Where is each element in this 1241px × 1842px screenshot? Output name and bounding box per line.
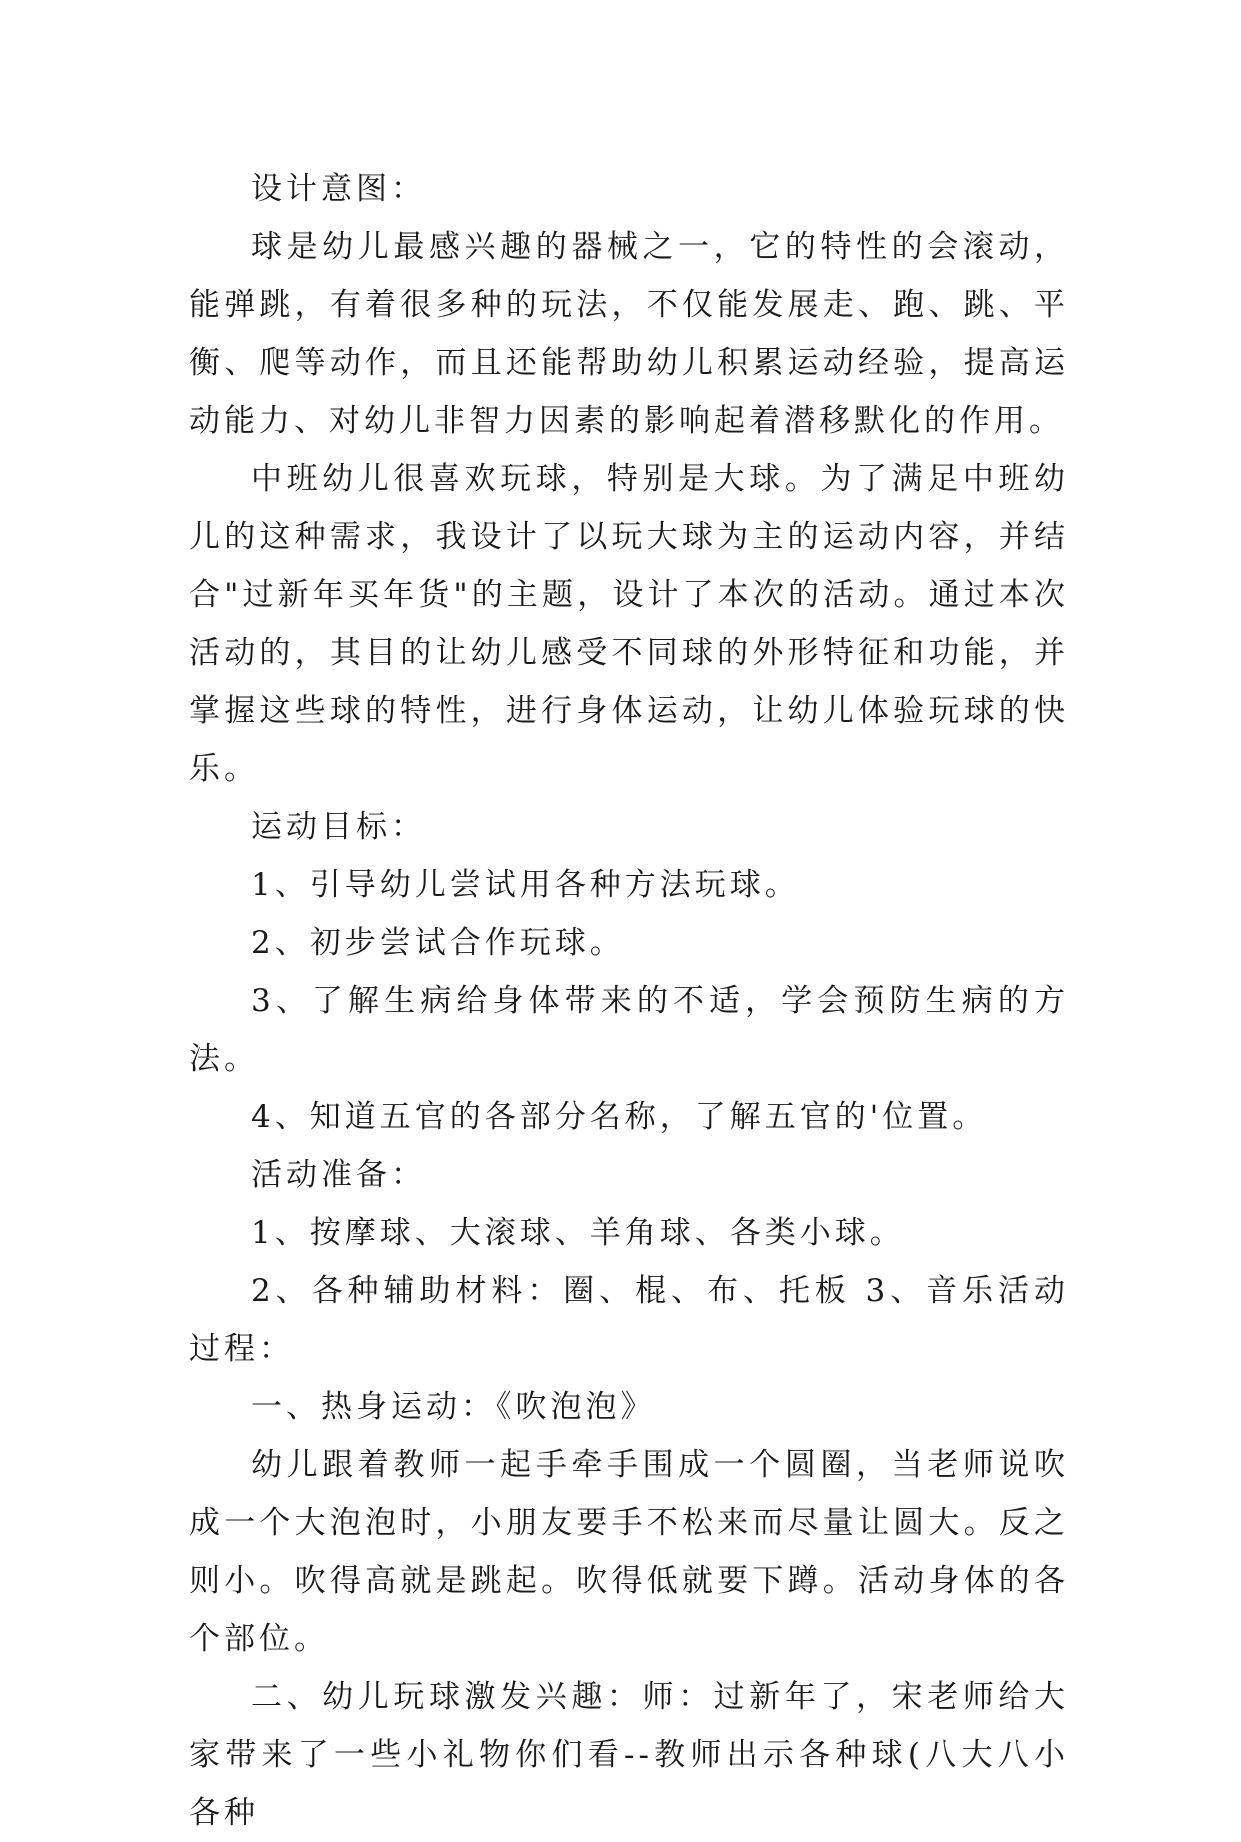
paragraph-goals-heading: 运动目标： — [251, 809, 426, 845]
paragraph-preparation-1: 1、按摩球、大滚球、羊角球、各类小球。 — [251, 1215, 905, 1251]
paragraph-warmup-body: 幼儿跟着教师一起手牵手围成一个圆圈，当老师说吹成一个大泡泡时，小朋友要手不松来而尽量让圆大。反之则小。吹得高就是跳起。吹得低就要下蹲。活动身体的各个部位。 — [189, 1447, 1069, 1657]
paragraph-design-intent-2: 中班幼儿很喜欢玩球，特别是大球。为了满足中班幼儿的这种需求，我设计了以玩大球为主的运动内容，并结合"过新年买年货"的主题，设计了本次的活动。通过本次活动的，其目的让幼儿感受不同球的外形特征和功能，并掌握这些球的特性，进行身体运动，让幼儿体验玩球的快乐。 — [189, 461, 1069, 787]
paragraph-design-intent-heading: 设计意图： — [251, 171, 426, 207]
paragraph-goal-4: 4、知道五官的各部分名称，了解五官的'位置。 — [251, 1099, 988, 1135]
paragraph-goal-3: 3、了解生病给身体带来的不适，学会预防生病的方法。 — [189, 983, 1069, 1077]
paragraph-preparation-2: 2、各种辅助材料：圈、棍、布、托板 3、音乐活动过程： — [189, 1273, 1069, 1367]
paragraph-preparation-heading: 活动准备： — [251, 1157, 426, 1193]
document-body — [189, 160, 1069, 1842]
paragraph-goal-1: 1、引导幼儿尝试用各种方法玩球。 — [251, 867, 800, 903]
paragraph-goal-2: 2、初步尝试合作玩球。 — [251, 925, 625, 961]
paragraph-ball-play: 二、幼儿玩球激发兴趣：师：过新年了，宋老师给大家带来了一些小礼物你们看--教师出示各种球(八大八小各种 — [189, 1679, 1069, 1831]
paragraph-warmup-heading: 一、热身运动：《吹泡泡》 — [251, 1389, 656, 1425]
paragraph-design-intent-1: 球是幼儿最感兴趣的器械之一，它的特性的会滚动，能弹跳，有着很多种的玩法，不仅能发展走、跑、跳、平衡、爬等动作，而且还能帮助幼儿积累运动经验，提高运动能力、对幼儿非智力因素的影响起着潜移默化的作用。 — [189, 229, 1069, 439]
